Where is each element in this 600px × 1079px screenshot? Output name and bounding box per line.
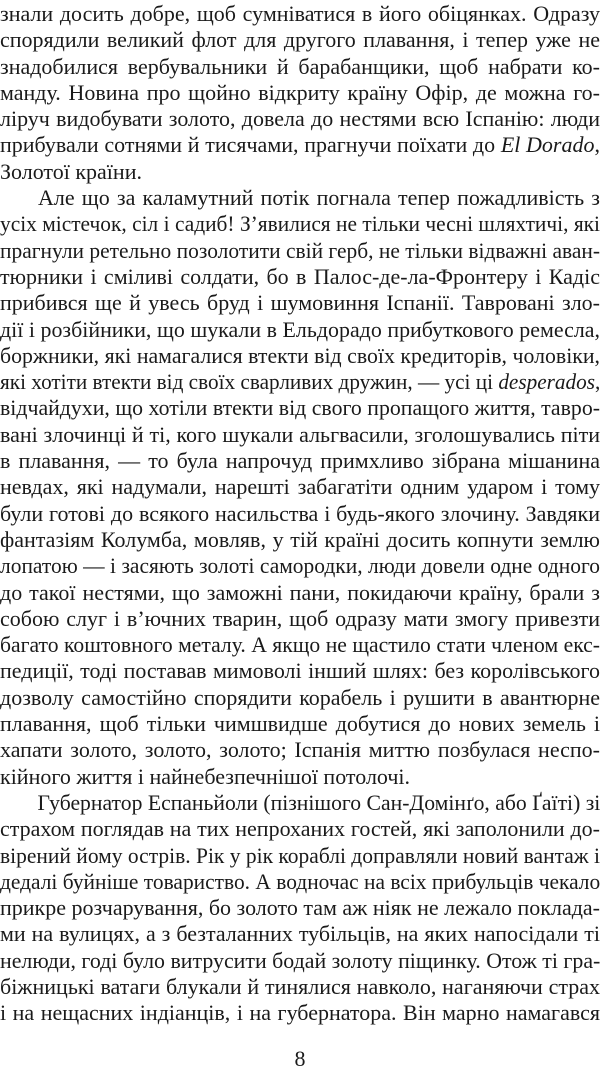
line-text: тюрники і сміливі солдати, бо в Палос-де-ла-Фронтеру і Кадіс [0, 263, 600, 289]
text-line [0, 132, 600, 158]
text-line [0, 211, 600, 237]
line-text: ми на вулицях, а з безталанних тубільців, на яких напосідали ті [0, 921, 600, 947]
text-line [0, 369, 600, 395]
text-line [0, 395, 600, 421]
text-line [0, 685, 600, 711]
line-text: дедалі буйніше товариство. А водночас на всіх прибульців чекало [0, 868, 600, 894]
line-text: прикре розчарування, бо золото там аж ніяк не лежало поклада- [0, 895, 600, 921]
text-line [0, 843, 600, 869]
text-line [0, 816, 600, 842]
text-line [0, 106, 600, 132]
text-line [0, 27, 600, 53]
line-text: фантазіям Колумба, мовляв, у тій країні досить копнути землю [0, 526, 600, 552]
line-text: відчайдухи, що хотіли втекти від свого пропащого життя, тавро- [0, 395, 600, 421]
line-text: боржники, які намагалися втекти від своїх кредиторів, чоловіки, [0, 342, 600, 368]
line-text: усіх містечок, сіл і садиб! З’явилися не тільки чесні шляхтичі, які [0, 211, 600, 237]
line-text: педиції, тоді поставав мимоволі інший шлях: без королівського [0, 658, 600, 684]
text-line [0, 159, 600, 185]
text-line [0, 790, 600, 816]
book-page-text [0, 1, 600, 1027]
line-text: багато коштовного металу. А якщо не щастило стати членом екс- [0, 632, 600, 658]
text-line [0, 290, 600, 316]
line-text: нелюди, годі було витрусити бодай золоту піщинку. Отож ті гра- [0, 947, 600, 973]
page-number: 8 [294, 1046, 306, 1071]
text-line [0, 895, 600, 921]
line-text: собою слуг і в’ючних тварин, щоб одразу мати змогу привезти [0, 605, 600, 631]
line-text: ліруч видобувати золото, довела до нестями всю Іспанію: люди [0, 106, 600, 132]
text-line [0, 80, 600, 106]
italic-text: El Dorado [500, 132, 595, 158]
line-text: прибився ще й увесь бруд і шумовиння Іспанії. Тавровані зло- [0, 290, 600, 316]
text-line [0, 317, 600, 343]
line-text: , [594, 369, 600, 395]
line-text: були готові до всякого насильства і будь-якого злочину. Завдяки [0, 500, 600, 526]
text-line [0, 343, 600, 369]
text-line [0, 54, 600, 80]
line-text: страхом поглядав на тих непроханих гостей, які заполонили до- [0, 816, 600, 842]
line-text: до такої нестями, що заможні пани, покидаючи країну, брали з [0, 579, 600, 605]
line-text: в плавання, — то була напрочуд примхливо зібрана мішанина [0, 448, 600, 474]
line-text: , [594, 132, 600, 158]
line-text: дозволу самостійно спорядити корабель і рушити в авантюрне [0, 684, 600, 710]
line-text: хапати золото, золото, золото; Іспанія миттю позбулася неспо- [0, 737, 600, 763]
line-text: Золотої країни. [0, 158, 142, 184]
text-line [0, 948, 600, 974]
text-line [0, 501, 600, 527]
line-text: прагнули ретельно позолотити свій герб, не тільки відважні аван- [0, 237, 600, 263]
line-text: манду. Новина про щойно відкриту країну Офір, де можна го- [0, 79, 600, 105]
line-text: спорядили великий флот для другого плавання, і тепер уже не [0, 27, 600, 53]
text-line [0, 921, 600, 947]
text-line [0, 711, 600, 737]
text-line [0, 580, 600, 606]
text-line [0, 474, 600, 500]
line-text: кійного життя і найнебезпечнішої потолочі. [0, 763, 411, 789]
text-line [0, 974, 600, 1000]
text-line [0, 448, 600, 474]
line-text: Губернатор Еспаньйоли (пізнішого Сан-Домінґо, або Ґаїті) зі [37, 789, 600, 815]
text-line [0, 632, 600, 658]
line-text: вірений йому острів. Рік у рік кораблі доправляли новий вантаж і [0, 842, 600, 868]
line-text: знали досить добре, щоб сумніватися в його обіцянках. Одразу [0, 1, 600, 26]
line-text: плавання, щоб тільки чимшвидше добутися до нових земель і [0, 711, 600, 737]
line-text: невдах, які надумали, нарешті забагатіти одним ударом і тому [0, 474, 600, 500]
line-text: дії і розбійники, що шукали в Ельдорадо прибуткового ремесла, [0, 316, 600, 342]
line-text: лопатою — і засяють золоті самородки, люди довели одне одного [0, 553, 600, 579]
text-line [0, 422, 600, 448]
text-line [0, 1, 600, 27]
line-text: які хотіти втекти від своїх сварливих дружин, — усі ці [0, 369, 499, 395]
line-text: і на нещасних індіанців, і на губернатора. Він марно намагався [0, 1000, 600, 1026]
text-line [0, 264, 600, 290]
text-line [0, 737, 600, 763]
text-line [0, 527, 600, 553]
line-text: вані злочинці й ті, кого шукали альгвасили, зголошувались піти [0, 421, 600, 447]
text-line [0, 869, 600, 895]
line-text: знадобилися вербувальники й барабанщики, щоб набрати ко- [0, 53, 600, 79]
line-text: Але що за каламутний потік погнала тепер пожадливість з [38, 185, 600, 211]
text-line [0, 185, 600, 211]
text-line [0, 606, 600, 632]
text-line [0, 238, 600, 264]
text-line [0, 764, 600, 790]
italic-text: desperados [498, 369, 595, 395]
text-line [0, 658, 600, 684]
text-line [0, 553, 600, 579]
text-line [0, 1000, 600, 1026]
line-text: біжницькі ватаги блукали й тинялися навколо, наганяючи страх [0, 973, 600, 999]
line-text: прибували сотнями й тисячами, прагнучи поїхати до [0, 132, 501, 158]
